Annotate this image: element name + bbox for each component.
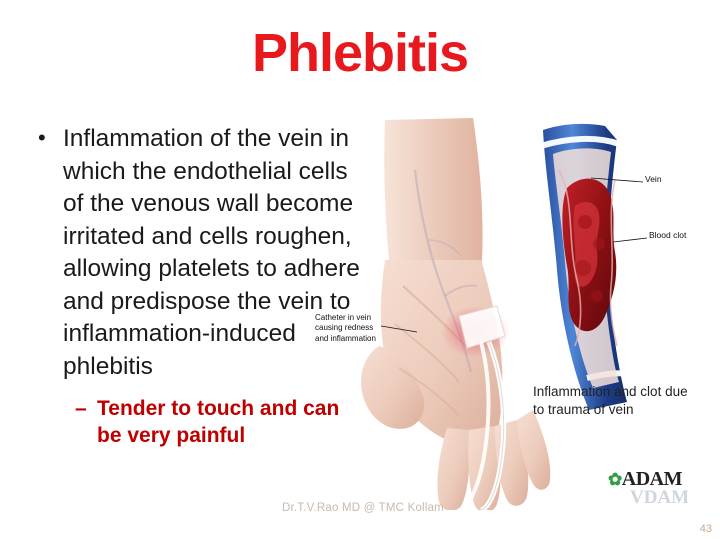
bullet-marker: • bbox=[38, 125, 46, 150]
footer-credit: Dr.T.V.Rao MD @ TMC Kollam bbox=[282, 502, 444, 514]
sub-bullet-marker: – bbox=[75, 396, 87, 420]
adam-watermark-sub: VDAM bbox=[630, 487, 690, 508]
leaf-icon: ✿ bbox=[608, 470, 622, 489]
label-blood-clot: Blood clot bbox=[649, 230, 687, 240]
illustration-svg bbox=[355, 110, 705, 510]
adam-watermark-text: ADAM bbox=[621, 468, 682, 490]
page-number: 43 bbox=[699, 523, 712, 535]
sub-bullet-text: Tender to touch and can be very painful bbox=[97, 396, 340, 447]
hand-graphic bbox=[361, 118, 550, 510]
bullet-item bbox=[33, 123, 363, 384]
bullet-text: Inflammation of the vein in which the endothelial cells of the venous wall become irritated and cells roughen, allowing platelets to adhere and predispose the vein to inflammation-induced phlebitis bbox=[63, 125, 360, 381]
page-title: Phlebitis bbox=[251, 23, 469, 83]
vein-graphic bbox=[541, 124, 631, 410]
content-body bbox=[33, 123, 363, 449]
label-catheter: Catheter in vein causing redness and inflammation bbox=[315, 313, 376, 343]
label-vein: Vein bbox=[645, 174, 662, 184]
figure-caption: Inflammation and clot due to trauma of vein bbox=[533, 384, 688, 418]
sub-bullet-item bbox=[75, 396, 363, 450]
